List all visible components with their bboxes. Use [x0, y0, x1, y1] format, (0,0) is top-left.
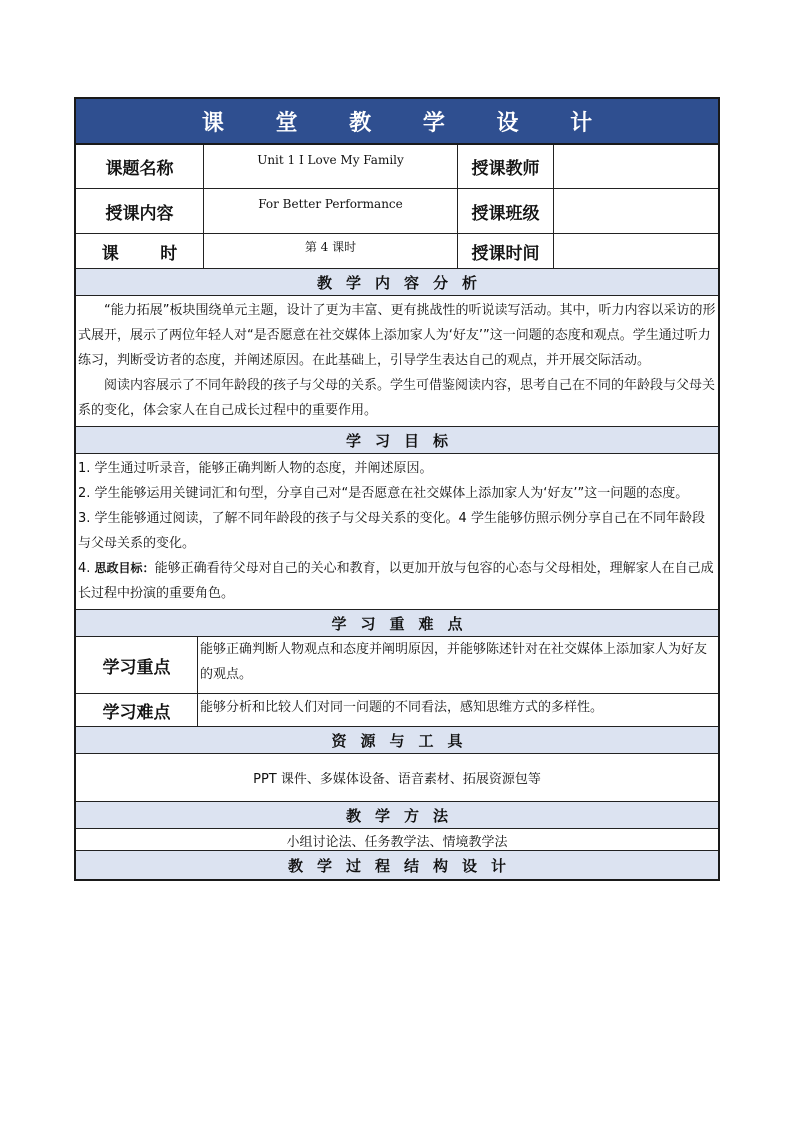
key-points-heading: 学习重难点 [76, 610, 718, 637]
methods-heading: 教学方法 [76, 802, 718, 829]
focus-row [76, 637, 718, 694]
objective-4-prefix: 4. [78, 561, 95, 576]
info-row-content [76, 189, 718, 234]
objective-item: 3. 学生能够通过阅读，了解不同年龄段的孩子与父母关系的变化。4 学生能够仿照示例分享自己在不同年龄段与父母关系的变化。 [78, 511, 705, 551]
objectives-body [76, 454, 718, 610]
difficulty-text: 能够分析和比较人们对同一问题的不同看法，感知思维方式的多样性。 [200, 700, 604, 715]
class-value [554, 189, 718, 233]
ideology-tag: 思政目标： [94, 561, 155, 575]
topic-label: 课题名称 [76, 145, 204, 188]
objective-item: 2. 学生能够运用关键词汇和句型，分享自己对“是否愿意在社交媒体上添加家人为‘好友’”这一问题的态度。 [78, 486, 689, 501]
difficulty-row [76, 694, 718, 727]
objective-item: 1. 学生通过听录音，能够正确判断人物的态度，并阐述原因。 [78, 461, 433, 476]
info-row-topic [76, 145, 718, 189]
teacher-label: 授课教师 [458, 145, 554, 188]
focus-label: 学习重点 [76, 637, 198, 693]
methods-text: 小组讨论法、任务教学法、情境教学法 [76, 829, 718, 851]
lesson-plan-table [74, 97, 720, 881]
class-label: 授课班级 [458, 189, 554, 233]
time-label: 授课时间 [458, 234, 554, 268]
difficulty-label: 学习难点 [76, 694, 198, 726]
analysis-paragraph-1: “能力拓展”板块围绕单元主题，设计了更为丰富、更有挑战性的听说读写活动。其中，听力内容以采访的形式展开，展示了两位年轻人对“是否愿意在社交媒体上添加家人为‘好友’”这一问题的态度和观点。学生通过听力练习，判断受访者的态度，并阐述原因。在此基础上，引导学生表达自己的观点，并开展交际活动。 [78, 303, 716, 368]
objective-item-ideology [78, 556, 716, 606]
analysis-heading: 教学内容分析 [76, 269, 718, 296]
process-heading: 教学过程结构设计 [76, 851, 718, 879]
focus-text: 能够正确判断人物观点和态度并阐明原因，并能够陈述针对在社交媒体上添加家人为好友的观点。 [200, 642, 708, 682]
resources-heading: 资源与工具 [76, 727, 718, 754]
document-title: 课 堂 教 学 设 计 [76, 99, 718, 145]
info-row-period [76, 234, 718, 269]
resources-text: PPT 课件、多媒体设备、语音素材、拓展资源包等 [76, 754, 718, 802]
teacher-value [554, 145, 718, 188]
topic-value: Unit 1 I Love My Family [204, 145, 458, 188]
analysis-body [76, 296, 718, 427]
period-value: 第 4 课时 [204, 234, 458, 268]
objectives-heading: 学习目标 [76, 427, 718, 454]
content-value: For Better Performance [204, 189, 458, 233]
period-label: 课 时 [76, 234, 204, 268]
time-value [554, 234, 718, 268]
content-label: 授课内容 [76, 189, 204, 233]
objective-4-text: 能够正确看待父母对自己的关心和教育，以更加开放与包容的心态与父母相处，理解家人在自己成长过程中扮演的重要角色。 [78, 561, 714, 601]
analysis-paragraph-2: 阅读内容展示了不同年龄段的孩子与父母的关系。学生可借鉴阅读内容，思考自己在不同的年龄段与父母关系的变化，体会家人在自己成长过程中的重要作用。 [78, 378, 716, 418]
